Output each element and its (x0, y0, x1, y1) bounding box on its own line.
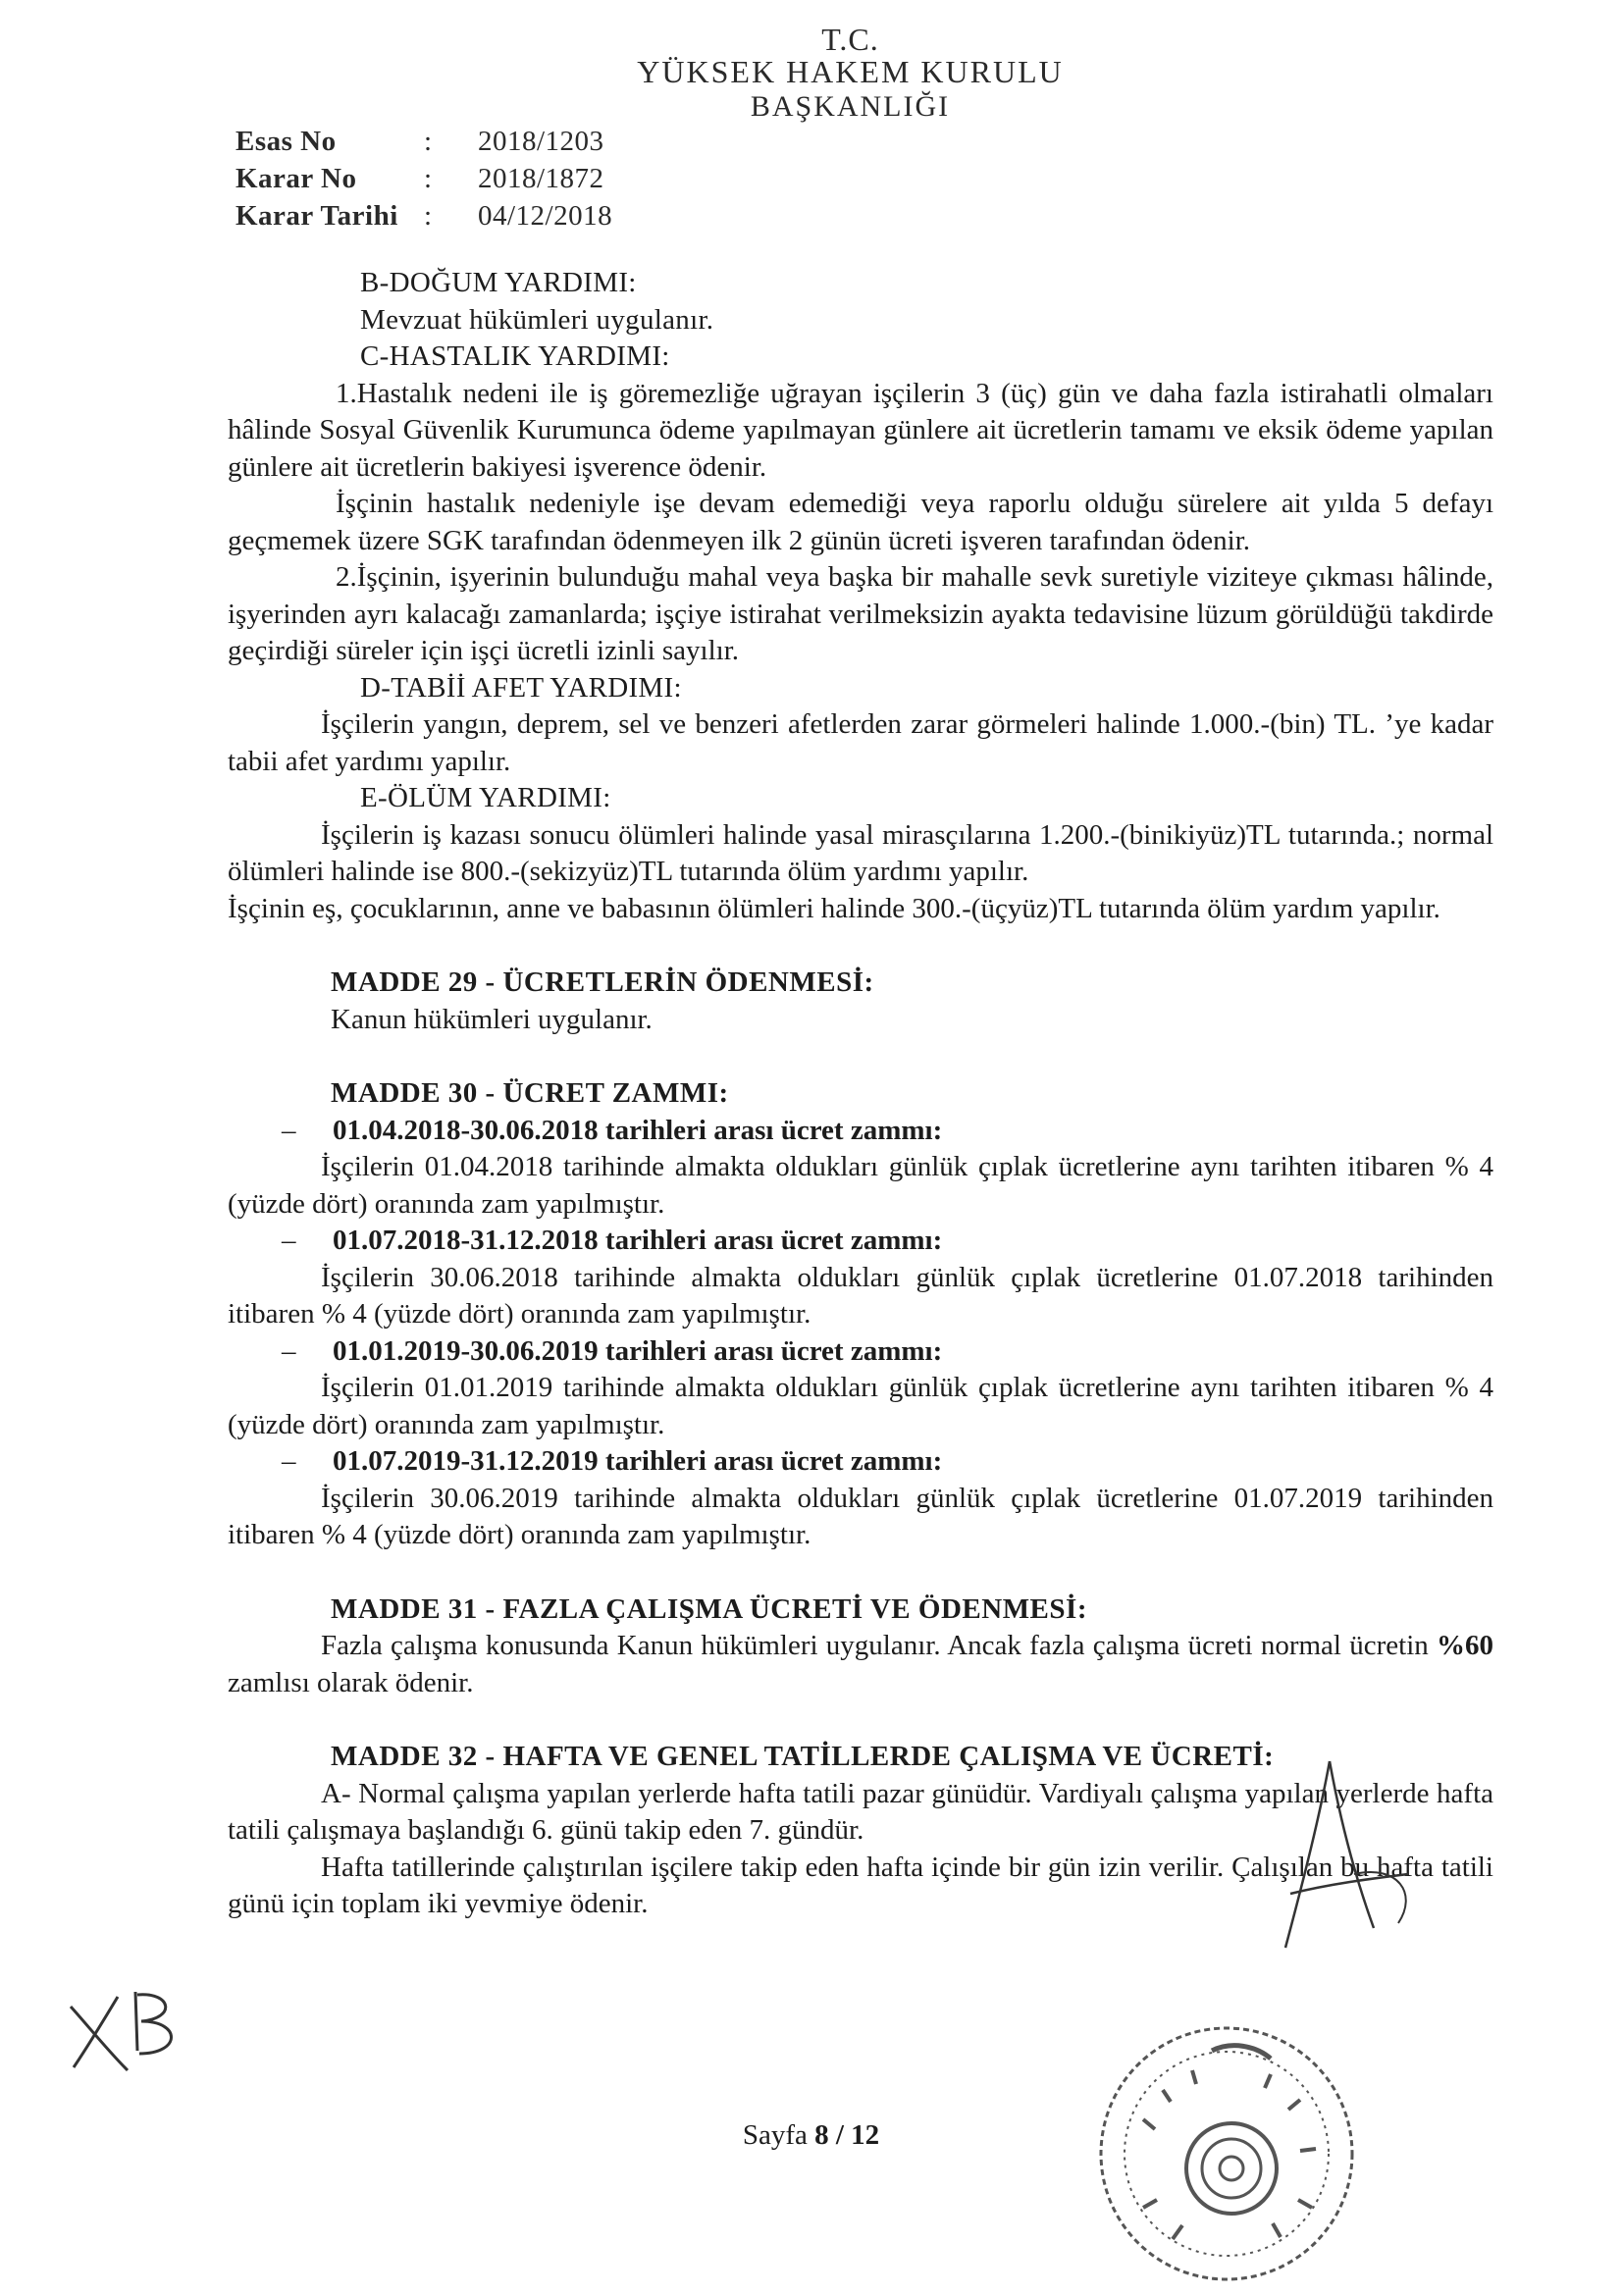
dash-bullet: – (282, 1225, 296, 1256)
meta-value: 04/12/2018 (478, 200, 613, 232)
meta-value: 2018/1872 (478, 163, 604, 194)
section-c-paragraph-3: 2.İşçinin, işyerinin bulunduğu mahal veya başka bir mahalle sevk suretiyle viziteye çıkması hâlinde, işyerinden ayrı kalacağı zamanlarda; işçiye istirahat verilmeksizin ayakta tedavisine lüzum görüldüğü takdirde geçirdiği süreler için işçi ücretli izinli sayılır. (228, 561, 1493, 666)
wage-increase-text: İşçilerin 01.01.2019 tarihinde almakta oldukları günlük çıplak ücretlerine aynı tarihten itibaren % 4 (yüzde dört) oranında zam yapılmıştır. (228, 1372, 1493, 1440)
official-seal-stamp (1084, 2011, 1369, 2296)
document-body (228, 265, 1493, 1923)
section-b-text: Mevzuat hükümleri uygulanır. (360, 303, 714, 336)
madde-31-text-post: zamlısı olarak ödenir. (228, 1666, 474, 1698)
wage-increase-item-title (228, 1443, 1493, 1481)
meta-label: Esas No (235, 126, 337, 157)
page-prefix: Sayfa (742, 2119, 815, 2151)
page-number: 8 / 12 (814, 2119, 880, 2151)
meta-colon: : (424, 126, 433, 157)
madde-31-text (228, 1628, 1493, 1701)
madde-32-title: MADDE 32 - HAFTA VE GENEL TATİLLERDE ÇALIŞMA VE ÜCRETİ: (331, 1741, 1275, 1772)
meta-label: Karar No (235, 163, 357, 194)
case-metadata (235, 126, 612, 237)
page-footer (0, 2119, 1622, 2152)
wage-increase-item-title (228, 1113, 1493, 1150)
madde-31-rate: %60 (1437, 1630, 1493, 1661)
header-department: BAŞKANLIĞI (750, 90, 951, 123)
dash-bullet: – (282, 1114, 296, 1146)
wage-increase-period: 01.01.2019-30.06.2019 tarihleri arası ücret zammı: (333, 1334, 943, 1367)
section-e-text-2: İşçinin eş, çocuklarının, anne ve babasının ölümleri halinde 300.-(üçyüz)TL tutarında ölüm yardım yapılır. (228, 892, 1440, 924)
madde-32-text-2: Hafta tatillerinde çalıştırılan işçilere takip eden hafta içinde bir gün izin verilir. Çalışılan bu hafta tatili günü için toplam iki yevmiye ödenir. (228, 1851, 1493, 1919)
wage-increase-item-title (228, 1333, 1493, 1371)
signature-right (1261, 1756, 1428, 1962)
wage-increase-text: İşçilerin 01.04.2018 tarihinde almakta oldukları günlük çıplak ücretlerine aynı tarihten itibaren % 4 (yüzde dört) oranında zam yapılmıştır. (228, 1151, 1493, 1220)
meta-esas-row (235, 126, 612, 163)
section-d-title: D-TABİİ AFET YARDIMI: (360, 671, 682, 704)
meta-tarih-row (235, 200, 612, 237)
meta-colon: : (424, 200, 433, 232)
wage-increase-period: 01.07.2019-31.12.2019 tarihleri arası ücret zammı: (333, 1445, 943, 1477)
header-institution: YÜKSEK HAKEM KURULU (637, 54, 1064, 89)
section-b-title: B-DOĞUM YARDIMI: (360, 267, 637, 298)
madde-30-title: MADDE 30 - ÜCRET ZAMMI: (331, 1077, 729, 1109)
section-c-paragraph-1: 1.Hastalık nedeni ile iş göremezliğe uğrayan işçilerin 3 (üç) gün ve daha fazla istirahatli olmaları hâlinde Sosyal Güvenlik Kurumunca ödeme yapılmayan günlere ait ücretlerin tamamı ve eksik ödeme yapılan günlere ait ücretlerin bakiyesi işverence ödenir. (228, 377, 1493, 483)
madde-31-title: MADDE 31 - FAZLA ÇALIŞMA ÜCRETİ VE ÖDENMESİ: (331, 1592, 1087, 1625)
madde-29-text: Kanun hükümleri uygulanır. (331, 1003, 653, 1035)
section-c-paragraph-2: İşçinin hastalık nedeniyle işe devam edemediği veya raporlu olduğu sürelere ait yılda 5 defayı geçmemek üzere SGK tarafından ödenmeyen ilk 2 günün ücreti işveren tarafından ödenir. (228, 488, 1493, 556)
wage-increase-period: 01.07.2018-31.12.2018 tarihleri arası ücret zammı: (333, 1225, 943, 1256)
madde-32-text-1: A- Normal çalışma yapılan yerlerde hafta tatili pazar günüdür. Vardiyalı çalışma yapılan yerlerde hafta tatili çalışmaya başlandığı 6. günü takip eden 7. gündür. (228, 1777, 1493, 1846)
meta-label: Karar Tarihi (235, 200, 398, 232)
madde-29-title: MADDE 29 - ÜCRETLERİN ÖDENMESİ: (331, 966, 874, 998)
dash-bullet: – (282, 1334, 296, 1367)
dash-bullet: – (282, 1445, 296, 1477)
wage-increase-period: 01.04.2018-30.06.2018 tarihleri arası ücret zammı: (333, 1114, 943, 1146)
section-e-text-1: İşçilerin iş kazası sonucu ölümleri halinde yasal mirasçılarına 1.200.-(binikiyüz)TL tutarında.; normal ölümleri halinde ise 800.-(sekizyüz)TL tutarında ölüm yardımı yapılır. (228, 818, 1493, 887)
wage-increase-text: İşçilerin 30.06.2019 tarihinde almakta oldukları günlük çıplak ücretlerine 01.07.2019 tarihinden itibaren % 4 (yüzde dört) oranında zam yapılmıştır. (228, 1482, 1493, 1550)
header-tc: T.C. (821, 22, 879, 57)
section-d-text: İşçilerin yangın, deprem, sel ve benzeri afetlerden zarar görmeleri halinde 1.000.-(bin) TL. ’ye kadar tabii afet yardımı yapılır. (228, 708, 1493, 777)
wage-increase-text: İşçilerin 30.06.2018 tarihinde almakta oldukları günlük çıplak ücretlerine 01.07.2018 tarihinden itibaren % 4 (yüzde dört) oranında zam yapılmıştır. (228, 1261, 1493, 1330)
section-c-title: C-HASTALIK YARDIMI: (360, 340, 670, 372)
initials-signature-left (59, 1977, 196, 2085)
meta-colon: : (424, 163, 433, 194)
section-e-title: E-ÖLÜM YARDIMI: (360, 782, 611, 813)
meta-value: 2018/1203 (478, 126, 604, 157)
wage-increase-item-title (228, 1223, 1493, 1260)
madde-31-text-pre: Fazla çalışma konusunda Kanun hükümleri uygulanır. Ancak fazla çalışma ücreti normal ücretin (321, 1630, 1437, 1661)
meta-karar-row (235, 163, 612, 200)
